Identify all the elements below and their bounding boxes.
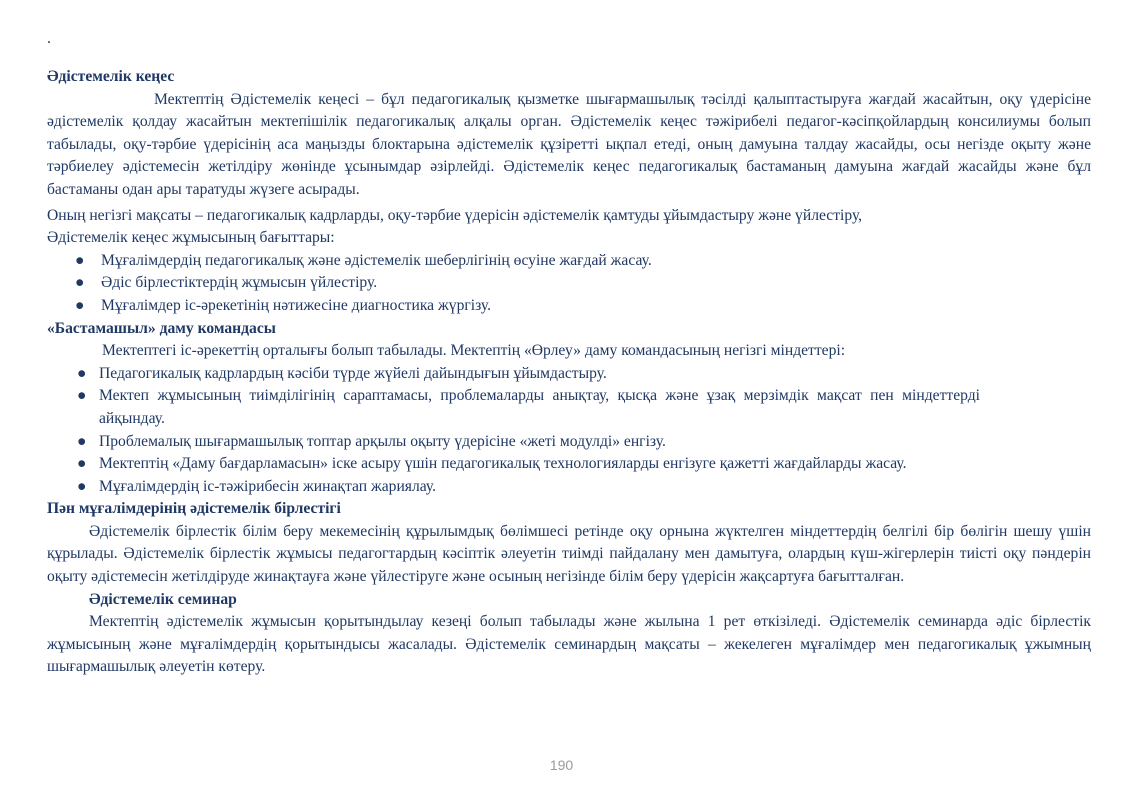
document-page: [47, 28, 1091, 679]
bullet-icon: ●: [77, 455, 87, 473]
list-item: ● Мектеп жұмысының тиімділігінің сараптамасы, проблемаларды анықтау, қысқа және ұзақ мерзімдік мақсат пен міндеттерді айқындау.: [77, 387, 980, 427]
list-item: ● Мектептің «Даму бағдарламасын» іске асыру үшін педагогикалық технологияларды енгізуге қажетті жағдайларды жасау.: [77, 453, 980, 476]
paragraph-association: Әдістемелік бірлестік білім беру мекемесінің құрылымдық бөлімшесі ретінде оқу орнына жүктелген міндеттердің белгілі бір бөлігін шешу үшін құрылады. Әдістемелік бірлестік жұмысы педагогтардың кәсіптік әлеуетін тиімді пайдалану мен дамытуға, олардың күш-жігерлерін тиісті оқу пәндерін оқыту әдістемесін жетілдіруде жинақтауға және үйлестіруге және осының негізінде білім беру үдерісін жақсартуға бағытталған.: [47, 522, 1091, 586]
heading-subject-association: Пән мұғалімдерінің әдістемелік бірлестігі: [47, 500, 341, 518]
list-item: ● Мұғалімдер іс-әрекетінің нәтижесіне диагностика жүргізу.: [75, 295, 1091, 318]
heading-methodical-council: Әдістемелік кеңес: [47, 68, 175, 85]
list-item: ● Педагогикалық кадрлардың кәсіби түрде жүйелі дайындығын ұйымдастыру.: [77, 363, 980, 386]
page-number: 190: [549, 757, 574, 773]
list-item: ● Әдіс бірлестіктердің жұмысын үйлестіру.: [75, 272, 1091, 295]
council-directions-list: [47, 250, 1091, 318]
list-item: ● Мұғалімдердің іс-тәжірибесін жинақтап жариялау.: [77, 476, 980, 499]
paragraph-council-directions: Әдістемелік кеңес жұмысының бағыттары:: [47, 229, 335, 247]
paragraph-council-goal: Оның негізгі мақсаты – педагогикалық кадрларды, оқу-тәрбие үдерісін әдістемелік қамтуды ұйымдастыру және үйлестіру,: [47, 206, 863, 224]
paragraph-seminar: Мектептің әдістемелік жұмысын қорытындылау кезеңі болып табылады және жылына 1 рет өткізіледі. Әдістемелік семинарда әдіс бірлестік жұмысының және мұғалімдердің қорытындысы жасалады. Әдістемелік семинардың мақсаты – жекелеген мұғалімдер мен педагогикалық ұжымның шығармашылық әлеуетін көтеру.: [47, 613, 1091, 676]
heading-methodical-seminar: Әдістемелік семинар: [89, 590, 237, 608]
page-mark: .: [47, 30, 51, 47]
paragraph-team-intro: Мектептегі іс-әрекеттің орталығы болып табылады. Мектептің «Өрлеу» даму командасының негізгі міндеттері:: [102, 342, 846, 360]
bullet-icon: ●: [75, 251, 85, 269]
bullet-icon: ●: [77, 432, 87, 450]
bullet-icon: ●: [75, 274, 85, 292]
list-item: ● Проблемалық шығармашылық топтар арқылы оқыту үдерісіне «жеті модулді» енгізу.: [77, 431, 980, 454]
heading-development-team: «Бастамашыл» даму командасы: [47, 319, 276, 337]
team-tasks-list: [47, 363, 980, 499]
bullet-icon: ●: [77, 477, 87, 495]
bullet-icon: ●: [77, 364, 87, 382]
bullet-icon: ●: [75, 296, 85, 314]
paragraph-council-description: Мектептің Әдістемелік кеңесі – бұл педагогикалық қызметке шығармашылық тәсілді қалыптастыруға жағдай жасайтын, оқу үдерісіне әдістемелік қолдау жасайтын мектепішілік педагогикалық алқалы орган. Әдістемелік кеңес тәжірибелі педагог-кәсіпқойлардың консилиумы болып табылады, оқу-тәрбие үдерісінің аса маңызды блоктарына әдістемелік құзіретті ықпал етеді, оның дамуына талдау жасайды, осы негізде оқыту және тәрбиелеу әдістемесін жетілдіру жөнінде ұсынымдар әзірлейді. Әдістемелік кеңес педагогикалық бастаманың дамуына жағдай жасайды және бұл бастаманы одан ары таратуды жүзеге асырады.: [47, 90, 1091, 198]
list-item: ● Мұғалімдердің педагогикалық және әдістемелік шеберлігінің өсуіне жағдай жасау.: [75, 250, 1091, 273]
bullet-icon: ●: [77, 387, 87, 405]
